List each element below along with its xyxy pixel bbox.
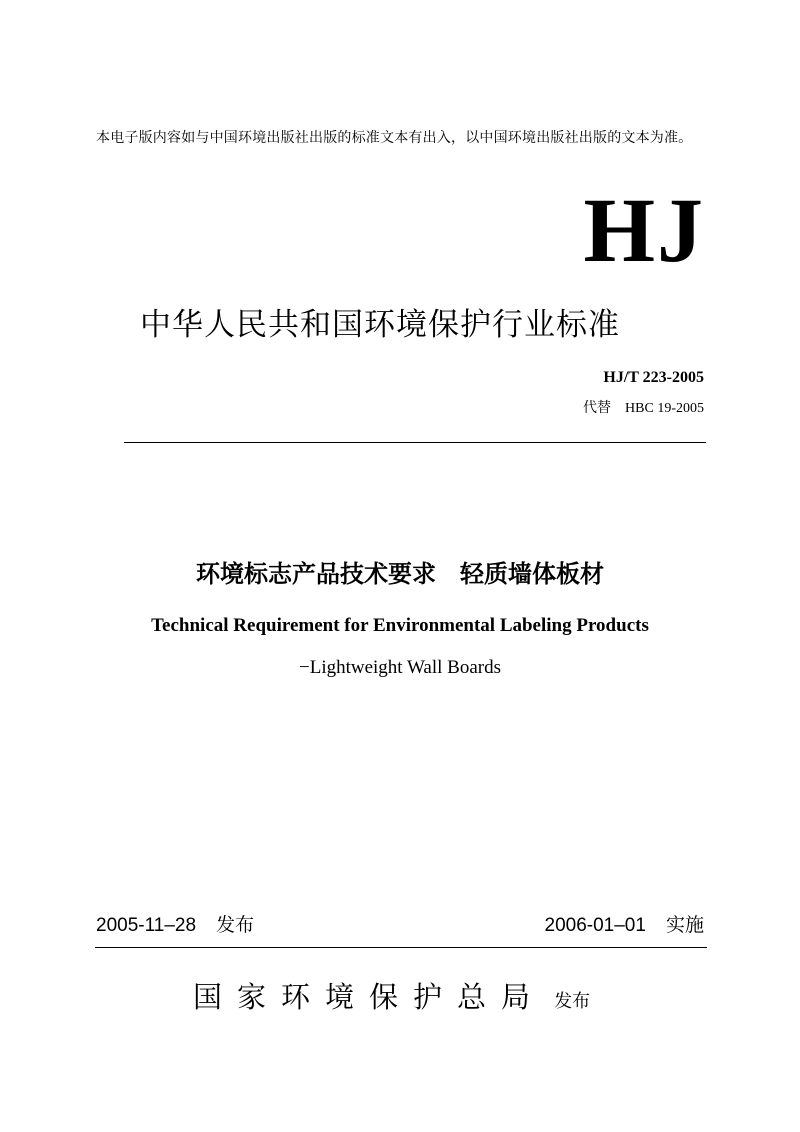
hj-logo: HJ: [583, 179, 705, 281]
issuer-name: 国家环境保护总局: [193, 980, 546, 1014]
standard-category: 中华人民共和国环境保护行业标准: [140, 307, 620, 343]
header-divider: [124, 442, 706, 443]
publish-date-row: [96, 912, 254, 939]
publish-label: 发布: [216, 914, 255, 936]
document-title-en: Technical Requirement for Environmental Labeling Products: [151, 615, 649, 636]
document-title-cn: 环境标志产品技术要求 轻质墙体板材: [196, 560, 604, 588]
issuer-action: 发布: [554, 991, 591, 1012]
footer-divider: [95, 947, 707, 948]
issuing-authority: [193, 977, 590, 1022]
implement-date: 2006-01–01: [544, 915, 646, 936]
implement-date-row: [545, 912, 705, 939]
electronic-version-notice: 本电子版内容如与中国环境出版社出版的标准文本有出入，以中国环境出版社出版的文本为准。: [96, 130, 693, 146]
standard-number: HJ/T 223-2005: [603, 369, 704, 386]
publish-date: 2005-11–28: [96, 915, 197, 936]
document-subtitle-en: −Lightweight Wall Boards: [299, 657, 501, 678]
implement-label: 实施: [665, 914, 704, 936]
replaces-standard: 代替 HBC 19-2005: [583, 401, 704, 416]
